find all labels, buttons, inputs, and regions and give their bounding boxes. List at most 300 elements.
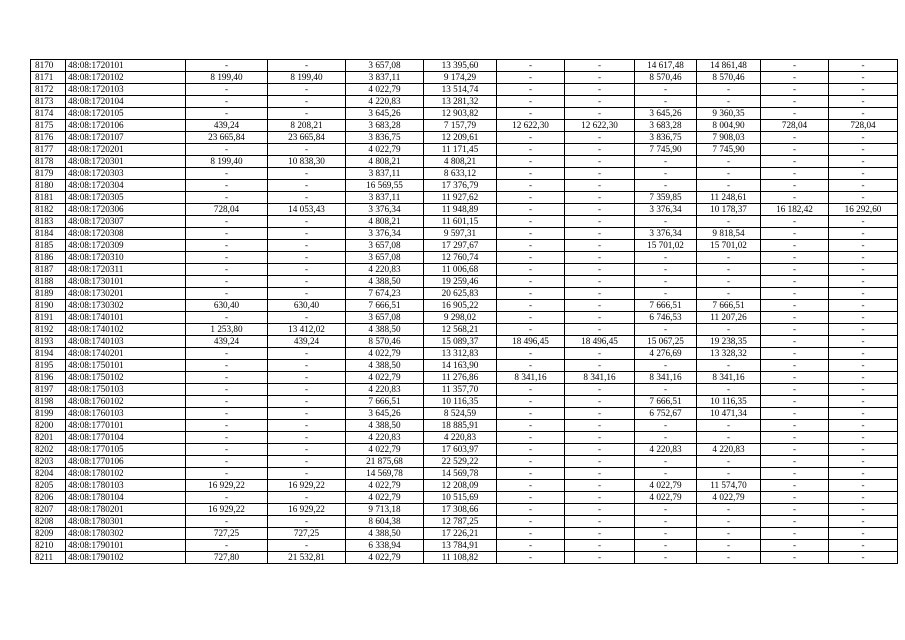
col-12-value: - <box>829 216 898 228</box>
col-6-value: 13 312,83 <box>424 348 497 360</box>
col-11-value: - <box>761 456 829 468</box>
col-11-value: - <box>761 492 829 504</box>
row-number: 8204 <box>31 468 66 480</box>
col-12-value: - <box>829 96 898 108</box>
col-11-value: - <box>761 372 829 384</box>
col-8-value: - <box>565 300 635 312</box>
col-9-value: 15 067,25 <box>635 336 697 348</box>
col-8-value: - <box>565 168 635 180</box>
col-5-value: 4 022,79 <box>346 492 424 504</box>
col-9-value: - <box>635 504 697 516</box>
col-12-value: - <box>829 408 898 420</box>
col-3-value: - <box>186 444 268 456</box>
cadastral-number: 48:08:1780103 <box>66 480 186 492</box>
col-9-value: 8 341,16 <box>635 372 697 384</box>
col-8-value: - <box>565 420 635 432</box>
col-10-value: - <box>697 420 761 432</box>
col-11-value: - <box>761 84 829 96</box>
col-5-value: 4 388,50 <box>346 528 424 540</box>
col-8-value: - <box>565 240 635 252</box>
col-4-value: 8 199,40 <box>268 72 346 84</box>
col-6-value: 11 171,45 <box>424 144 497 156</box>
row-number: 8185 <box>31 240 66 252</box>
col-8-value: - <box>565 324 635 336</box>
row-number: 8172 <box>31 84 66 96</box>
row-number: 8184 <box>31 228 66 240</box>
col-5-value: 4 220,83 <box>346 96 424 108</box>
table-row <box>31 84 898 96</box>
col-9-value: - <box>635 276 697 288</box>
col-11-value: - <box>761 360 829 372</box>
col-11-value: - <box>761 324 829 336</box>
table-row <box>31 384 898 396</box>
table-row <box>31 168 898 180</box>
col-11-value: - <box>761 432 829 444</box>
col-12-value: - <box>829 540 898 552</box>
col-5-value: 3 657,08 <box>346 60 424 72</box>
col-8-value: - <box>565 360 635 372</box>
col-4-value: - <box>268 444 346 456</box>
col-5-value: 3 836,75 <box>346 132 424 144</box>
row-number: 8199 <box>31 408 66 420</box>
col-6-value: 7 157,79 <box>424 120 497 132</box>
col-7-value: - <box>497 180 565 192</box>
col-10-value: 11 574,70 <box>697 480 761 492</box>
col-8-value: - <box>565 288 635 300</box>
col-7-value: - <box>497 216 565 228</box>
col-11-value: - <box>761 540 829 552</box>
col-3-value: - <box>186 540 268 552</box>
col-10-value: 4 220,83 <box>697 444 761 456</box>
col-3-value: - <box>186 516 268 528</box>
col-9-value: - <box>635 516 697 528</box>
col-11-value: - <box>761 228 829 240</box>
col-8-value: - <box>565 60 635 72</box>
table-row <box>31 420 898 432</box>
col-10-value: 9 360,35 <box>697 108 761 120</box>
col-9-value: 7 666,51 <box>635 396 697 408</box>
col-8-value: - <box>565 348 635 360</box>
col-12-value: - <box>829 468 898 480</box>
row-number: 8186 <box>31 252 66 264</box>
col-11-value: - <box>761 468 829 480</box>
col-7-value: - <box>497 156 565 168</box>
table-row <box>31 348 898 360</box>
col-10-value: 8 004,90 <box>697 120 761 132</box>
col-10-value: 13 328,32 <box>697 348 761 360</box>
col-12-value: - <box>829 276 898 288</box>
col-9-value: 7 745,90 <box>635 144 697 156</box>
col-6-value: 18 885,91 <box>424 420 497 432</box>
col-5-value: 4 388,50 <box>346 360 424 372</box>
col-4-value: - <box>268 312 346 324</box>
col-11-value: 16 182,42 <box>761 204 829 216</box>
row-number: 8202 <box>31 444 66 456</box>
col-12-value: 728,04 <box>829 120 898 132</box>
col-5-value: 4 808,21 <box>346 216 424 228</box>
table-row <box>31 204 898 216</box>
col-3-value: - <box>186 372 268 384</box>
col-6-value: 20 625,83 <box>424 288 497 300</box>
col-3-value: 8 199,40 <box>186 72 268 84</box>
col-11-value: - <box>761 528 829 540</box>
col-5-value: 3 376,34 <box>346 228 424 240</box>
col-9-value: - <box>635 432 697 444</box>
cadastral-number: 48:08:1720201 <box>66 144 186 156</box>
row-number: 8198 <box>31 396 66 408</box>
cadastral-number: 48:08:1780302 <box>66 528 186 540</box>
cadastral-number: 48:08:1720310 <box>66 252 186 264</box>
cadastral-number: 48:08:1720305 <box>66 192 186 204</box>
col-8-value: - <box>565 408 635 420</box>
col-11-value: - <box>761 96 829 108</box>
col-8-value: - <box>565 432 635 444</box>
table-row <box>31 408 898 420</box>
col-6-value: 17 603,97 <box>424 444 497 456</box>
col-5-value: 3 376,34 <box>346 204 424 216</box>
cadastral-number: 48:08:1720103 <box>66 84 186 96</box>
row-number: 8189 <box>31 288 66 300</box>
col-4-value: 13 412,02 <box>268 324 346 336</box>
col-4-value: - <box>268 180 346 192</box>
cadastral-number: 48:08:1720306 <box>66 204 186 216</box>
col-6-value: 9 174,29 <box>424 72 497 84</box>
col-9-value: 14 617,48 <box>635 60 697 72</box>
col-4-value: 727,25 <box>268 528 346 540</box>
cadastral-number: 48:08:1780102 <box>66 468 186 480</box>
col-12-value: - <box>829 288 898 300</box>
col-9-value: - <box>635 84 697 96</box>
col-4-value: - <box>268 192 346 204</box>
col-9-value: 4 022,79 <box>635 492 697 504</box>
col-12-value: - <box>829 492 898 504</box>
col-5-value: 4 808,21 <box>346 156 424 168</box>
cadastral-number: 48:08:1780201 <box>66 504 186 516</box>
col-10-value: - <box>697 432 761 444</box>
col-9-value: - <box>635 456 697 468</box>
col-7-value: - <box>497 264 565 276</box>
col-6-value: 9 298,02 <box>424 312 497 324</box>
col-10-value: - <box>697 168 761 180</box>
col-6-value: 12 209,61 <box>424 132 497 144</box>
col-3-value: 728,04 <box>186 204 268 216</box>
row-number: 8177 <box>31 144 66 156</box>
col-7-value: - <box>497 504 565 516</box>
col-4-value: - <box>268 540 346 552</box>
col-12-value: - <box>829 144 898 156</box>
col-12-value: - <box>829 360 898 372</box>
col-11-value: - <box>761 516 829 528</box>
col-4-value: - <box>268 456 346 468</box>
col-9-value: 15 701,02 <box>635 240 697 252</box>
col-6-value: 13 784,91 <box>424 540 497 552</box>
col-6-value: 11 948,89 <box>424 204 497 216</box>
col-9-value: 6 746,53 <box>635 312 697 324</box>
table-row <box>31 216 898 228</box>
table-row <box>31 264 898 276</box>
col-10-value: - <box>697 180 761 192</box>
col-7-value: - <box>497 60 565 72</box>
col-8-value: - <box>565 156 635 168</box>
col-7-value: - <box>497 456 565 468</box>
col-7-value: - <box>497 192 565 204</box>
col-6-value: 9 597,31 <box>424 228 497 240</box>
col-8-value: - <box>565 192 635 204</box>
col-3-value: - <box>186 468 268 480</box>
col-3-value: - <box>186 384 268 396</box>
col-5-value: 8 570,46 <box>346 336 424 348</box>
row-number: 8180 <box>31 180 66 192</box>
col-5-value: 3 683,28 <box>346 120 424 132</box>
col-11-value: - <box>761 240 829 252</box>
col-4-value: - <box>268 168 346 180</box>
col-9-value: 3 376,34 <box>635 228 697 240</box>
cadastral-number: 48:08:1770106 <box>66 456 186 468</box>
cadastral-number: 48:08:1720102 <box>66 72 186 84</box>
col-3-value: - <box>186 216 268 228</box>
col-6-value: 4 220,83 <box>424 432 497 444</box>
col-6-value: 13 514,74 <box>424 84 497 96</box>
col-9-value: 3 683,28 <box>635 120 697 132</box>
table-row <box>31 552 898 564</box>
col-7-value: - <box>497 300 565 312</box>
col-3-value: 23 665,84 <box>186 132 268 144</box>
col-8-value: - <box>565 552 635 564</box>
col-5-value: 4 022,79 <box>346 480 424 492</box>
row-number: 8193 <box>31 336 66 348</box>
col-3-value: - <box>186 144 268 156</box>
col-11-value: - <box>761 168 829 180</box>
col-4-value: 439,24 <box>268 336 346 348</box>
col-10-value: - <box>697 216 761 228</box>
col-9-value: 4 022,79 <box>635 480 697 492</box>
row-number: 8176 <box>31 132 66 144</box>
col-8-value: 12 622,30 <box>565 120 635 132</box>
cadastral-number: 48:08:1720303 <box>66 168 186 180</box>
col-12-value: - <box>829 264 898 276</box>
col-9-value: 8 570,46 <box>635 72 697 84</box>
col-3-value: - <box>186 180 268 192</box>
col-4-value: 14 053,43 <box>268 204 346 216</box>
col-8-value: - <box>565 396 635 408</box>
table-row <box>31 336 898 348</box>
col-11-value: - <box>761 216 829 228</box>
col-7-value: - <box>497 408 565 420</box>
row-number: 8207 <box>31 504 66 516</box>
col-11-value: - <box>761 264 829 276</box>
col-10-value: - <box>697 288 761 300</box>
col-5-value: 16 569,55 <box>346 180 424 192</box>
col-7-value: - <box>497 312 565 324</box>
col-4-value: - <box>268 372 346 384</box>
col-10-value: 7 745,90 <box>697 144 761 156</box>
col-12-value: - <box>829 228 898 240</box>
col-4-value: - <box>268 96 346 108</box>
table-row <box>31 96 898 108</box>
col-3-value: - <box>186 84 268 96</box>
row-number: 8171 <box>31 72 66 84</box>
row-number: 8197 <box>31 384 66 396</box>
table-row <box>31 324 898 336</box>
col-5-value: 3 837,11 <box>346 192 424 204</box>
col-4-value: - <box>268 276 346 288</box>
table-row <box>31 516 898 528</box>
col-12-value: - <box>829 312 898 324</box>
cadastral-number: 48:08:1770101 <box>66 420 186 432</box>
cadastral-number: 48:08:1780301 <box>66 516 186 528</box>
table-row <box>31 180 898 192</box>
col-7-value: 18 496,45 <box>497 336 565 348</box>
col-4-value: - <box>268 252 346 264</box>
row-number: 8178 <box>31 156 66 168</box>
cadastral-number: 48:08:1720107 <box>66 132 186 144</box>
col-11-value: - <box>761 156 829 168</box>
col-6-value: 11 006,68 <box>424 264 497 276</box>
col-8-value: 18 496,45 <box>565 336 635 348</box>
row-number: 8188 <box>31 276 66 288</box>
col-9-value: - <box>635 168 697 180</box>
col-10-value: - <box>697 264 761 276</box>
col-4-value: 16 929,22 <box>268 504 346 516</box>
col-5-value: 4 022,79 <box>346 372 424 384</box>
col-8-value: - <box>565 480 635 492</box>
cadastral-number: 48:08:1720104 <box>66 96 186 108</box>
col-4-value: 10 838,30 <box>268 156 346 168</box>
col-5-value: 6 338,94 <box>346 540 424 552</box>
col-8-value: 8 341,16 <box>565 372 635 384</box>
col-4-value: - <box>268 408 346 420</box>
cadastral-number: 48:08:1720106 <box>66 120 186 132</box>
col-3-value: - <box>186 96 268 108</box>
col-4-value: - <box>268 396 346 408</box>
col-4-value: - <box>268 384 346 396</box>
col-6-value: 19 259,46 <box>424 276 497 288</box>
col-5-value: 4 022,79 <box>346 348 424 360</box>
cadastral-number: 48:08:1770104 <box>66 432 186 444</box>
col-10-value: - <box>697 516 761 528</box>
col-12-value: - <box>829 180 898 192</box>
row-number: 8195 <box>31 360 66 372</box>
col-5-value: 3 837,11 <box>346 72 424 84</box>
table-row <box>31 192 898 204</box>
table-row <box>31 372 898 384</box>
col-8-value: - <box>565 96 635 108</box>
col-8-value: - <box>565 72 635 84</box>
col-6-value: 4 808,21 <box>424 156 497 168</box>
col-12-value: - <box>829 456 898 468</box>
cadastral-number: 48:08:1720309 <box>66 240 186 252</box>
col-3-value: - <box>186 396 268 408</box>
col-4-value: - <box>268 432 346 444</box>
col-7-value: - <box>497 516 565 528</box>
col-8-value: - <box>565 456 635 468</box>
col-3-value: 727,80 <box>186 552 268 564</box>
cadastral-number: 48:08:1730101 <box>66 276 186 288</box>
col-3-value: 8 199,40 <box>186 156 268 168</box>
col-9-value: 3 376,34 <box>635 204 697 216</box>
row-number: 8205 <box>31 480 66 492</box>
cadastral-number: 48:08:1790102 <box>66 552 186 564</box>
col-9-value: - <box>635 420 697 432</box>
col-8-value: - <box>565 312 635 324</box>
cadastral-number: 48:08:1780104 <box>66 492 186 504</box>
row-number: 8187 <box>31 264 66 276</box>
col-8-value: - <box>565 216 635 228</box>
col-10-value: 11 207,26 <box>697 312 761 324</box>
col-11-value: - <box>761 396 829 408</box>
col-5-value: 4 388,50 <box>346 276 424 288</box>
col-7-value: - <box>497 276 565 288</box>
col-9-value: - <box>635 252 697 264</box>
cadastral-number: 48:08:1720311 <box>66 264 186 276</box>
col-7-value: - <box>497 96 565 108</box>
col-12-value: - <box>829 420 898 432</box>
row-number: 8209 <box>31 528 66 540</box>
col-8-value: - <box>565 180 635 192</box>
cadastral-number: 48:08:1730302 <box>66 300 186 312</box>
col-5-value: 4 220,83 <box>346 264 424 276</box>
col-12-value: - <box>829 528 898 540</box>
table-row <box>31 480 898 492</box>
col-11-value: - <box>761 60 829 72</box>
col-6-value: 13 395,60 <box>424 60 497 72</box>
col-10-value: - <box>697 156 761 168</box>
col-6-value: 10 515,69 <box>424 492 497 504</box>
col-7-value: - <box>497 552 565 564</box>
col-10-value: - <box>697 456 761 468</box>
table-row <box>31 312 898 324</box>
col-5-value: 7 674,23 <box>346 288 424 300</box>
col-3-value: - <box>186 432 268 444</box>
col-9-value: - <box>635 96 697 108</box>
col-5-value: 3 657,08 <box>346 240 424 252</box>
col-12-value: - <box>829 504 898 516</box>
col-7-value: - <box>497 240 565 252</box>
col-7-value: - <box>497 420 565 432</box>
col-10-value: 9 818,54 <box>697 228 761 240</box>
col-10-value: 15 701,02 <box>697 240 761 252</box>
col-5-value: 4 022,79 <box>346 84 424 96</box>
col-3-value: - <box>186 108 268 120</box>
col-9-value: 6 752,67 <box>635 408 697 420</box>
col-12-value: - <box>829 252 898 264</box>
col-4-value: - <box>268 288 346 300</box>
col-8-value: - <box>565 204 635 216</box>
col-12-value: - <box>829 336 898 348</box>
col-7-value: - <box>497 480 565 492</box>
col-11-value: - <box>761 144 829 156</box>
col-8-value: - <box>565 228 635 240</box>
row-number: 8190 <box>31 300 66 312</box>
col-10-value: - <box>697 528 761 540</box>
cadastral-number: 48:08:1760103 <box>66 408 186 420</box>
col-3-value: - <box>186 240 268 252</box>
col-4-value: 23 665,84 <box>268 132 346 144</box>
col-7-value: - <box>497 492 565 504</box>
col-8-value: - <box>565 492 635 504</box>
col-3-value: - <box>186 228 268 240</box>
col-12-value: - <box>829 72 898 84</box>
col-4-value: - <box>268 468 346 480</box>
col-10-value: 10 471,34 <box>697 408 761 420</box>
col-5-value: 3 657,08 <box>346 312 424 324</box>
col-4-value: - <box>268 84 346 96</box>
col-12-value: 16 292,60 <box>829 204 898 216</box>
col-10-value: - <box>697 276 761 288</box>
row-number: 8203 <box>31 456 66 468</box>
col-8-value: - <box>565 276 635 288</box>
col-11-value: - <box>761 444 829 456</box>
